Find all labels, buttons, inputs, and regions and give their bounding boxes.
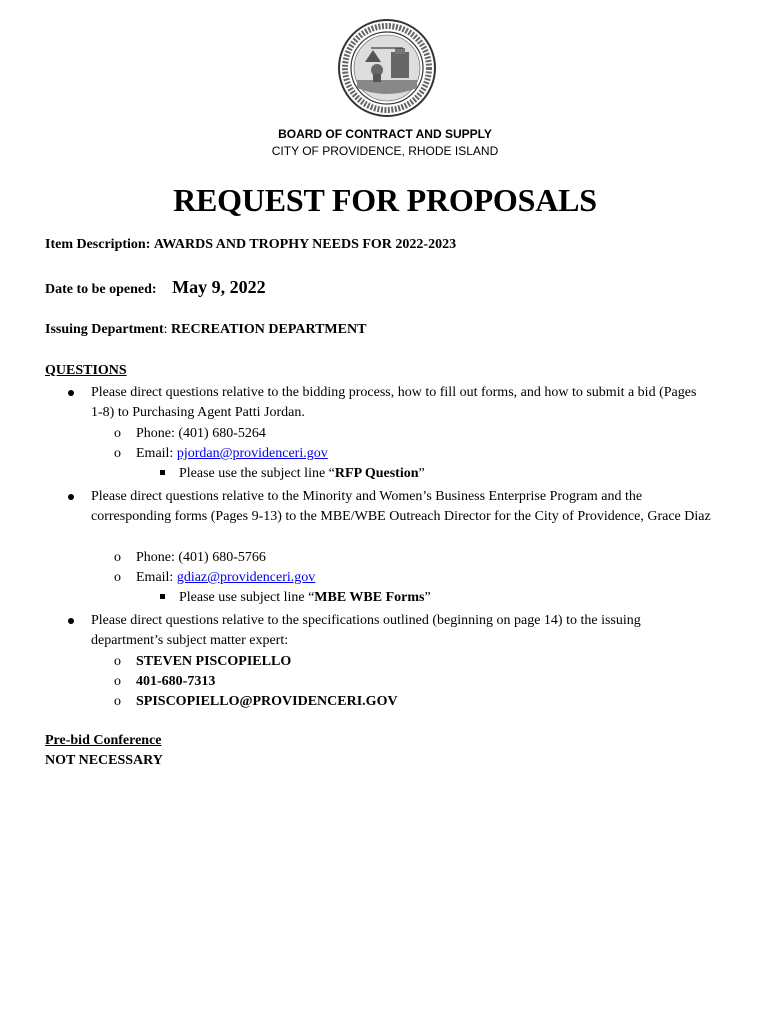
item-value: AWARDS AND TROPHY NEEDS FOR 2022-2023: [153, 237, 457, 252]
b2-note-bold: MBE WBE Forms: [314, 590, 425, 605]
b2-email-item: [114, 568, 315, 588]
bullet-1-text: Please direct questions relative to the bidding process, how to fill out forms, and how to submit a bid (Pages 1-8) to Purchasing Agent Patti Jordan.: [91, 385, 697, 420]
b1-note-bold: RFP Question: [334, 466, 419, 481]
date-opened: [45, 278, 266, 299]
b2-email-link[interactable]: gdiaz@providenceri.gov: [176, 570, 316, 585]
item-label: Item Description:: [45, 237, 151, 252]
bullet-3-text: Please direct questions relative to the specifications outlined (beginning on page 14) to the issuing department’s subject matter expert:: [91, 613, 641, 648]
dept-label: Issuing Department: [45, 322, 164, 337]
b2-phone: Phone: (401) 680-5766: [136, 550, 266, 565]
b3-email: SPISCOPIELLO@PROVIDENCERI.GOV: [136, 694, 398, 709]
bullet-icon: [68, 390, 74, 396]
circle-bullet-icon: o: [114, 694, 121, 709]
b2-note-post: ”: [424, 590, 431, 605]
b2-email-label: Email:: [136, 570, 177, 585]
circle-bullet-icon: o: [114, 674, 121, 689]
b1-note-post: ”: [418, 466, 425, 481]
bullet-icon: [68, 494, 74, 500]
b3-phone-item: [114, 672, 215, 692]
circle-bullet-icon: o: [114, 446, 121, 461]
questions-heading: QUESTIONS: [45, 363, 127, 378]
date-value: May 9, 2022: [172, 277, 266, 297]
b3-email-item: [114, 692, 398, 712]
bullet-icon: [68, 618, 74, 624]
circle-bullet-icon: o: [114, 426, 121, 441]
b1-phone: Phone: (401) 680-5264: [136, 426, 266, 441]
date-label: Date to be opened:: [45, 282, 157, 297]
b1-email-link[interactable]: pjordan@providenceri.gov: [176, 446, 328, 461]
prebid-heading: Pre-bid Conference: [45, 733, 162, 748]
b3-phone: 401-680-7313: [136, 674, 216, 689]
b1-phone-item: [114, 424, 266, 444]
circle-bullet-icon: o: [114, 550, 121, 565]
bullet-2-text: Please direct questions relative to the Minority and Women’s Business Enterprise Program and the corresponding forms (Pages 9-13) to the MBE/WBE Outreach Director for the City of Providence, Grace Diaz: [91, 489, 711, 524]
circle-bullet-icon: o: [114, 570, 121, 585]
b3-name: STEVEN PISCOPIELLO: [136, 654, 292, 669]
issuing-department: Issuing Department: RECREATION DEPARTMENT: [45, 322, 367, 337]
prebid-value: NOT NECESSARY: [45, 753, 163, 768]
page-title: REQUEST FOR PROPOSALS: [173, 182, 597, 218]
square-bullet-icon: [160, 594, 165, 599]
city-name: CITY OF PROVIDENCE, RHODE ISLAND: [271, 144, 499, 158]
city-seal-logo: [337, 18, 437, 118]
square-bullet-icon: [160, 470, 165, 475]
b1-email-item: [114, 444, 328, 464]
board-name: BOARD OF CONTRACT AND SUPPLY: [278, 127, 492, 141]
b3-name-item: [114, 652, 291, 672]
item-description: [45, 236, 456, 254]
b2-note-pre: Please use subject line “: [179, 590, 315, 605]
circle-bullet-icon: o: [114, 654, 121, 669]
b2-note-item: [160, 588, 431, 608]
dept-value: RECREATION DEPARTMENT: [171, 322, 367, 337]
b1-email-label: Email:: [136, 446, 177, 461]
b2-phone-item: [114, 548, 266, 568]
b1-note-item: [160, 464, 425, 484]
b1-note-pre: Please use the subject line “: [179, 466, 335, 481]
